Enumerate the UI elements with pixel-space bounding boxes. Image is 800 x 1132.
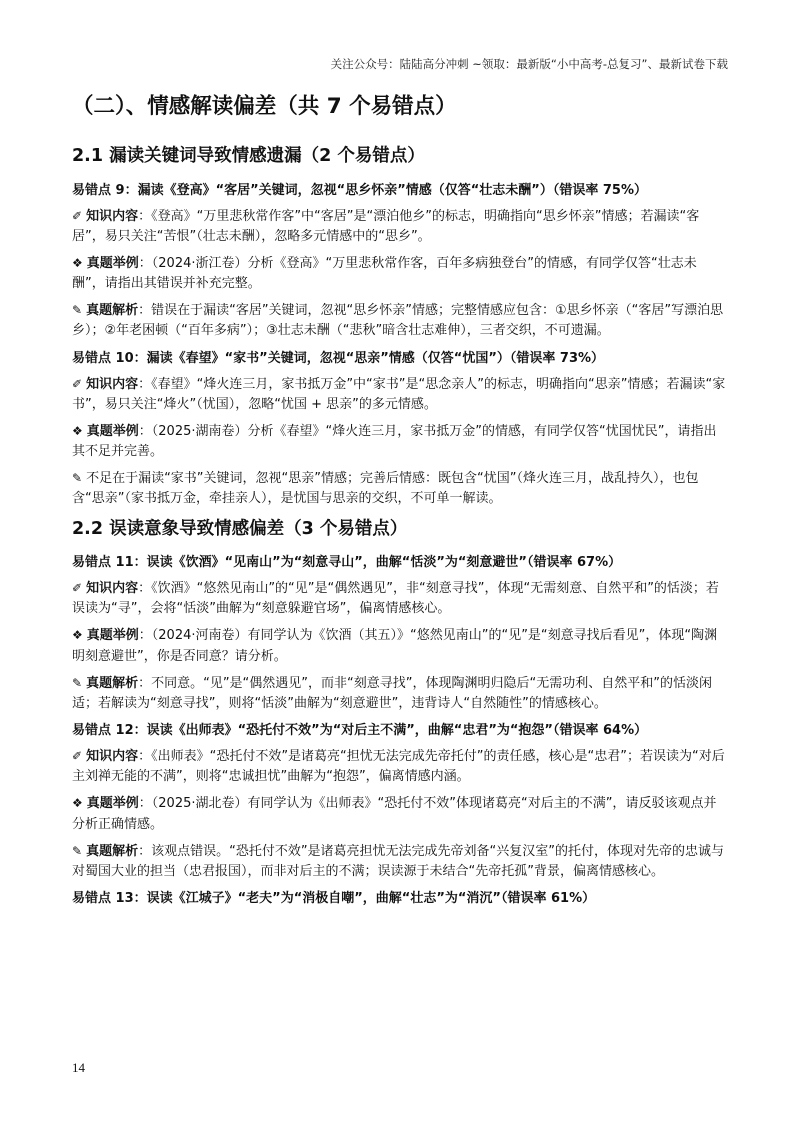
error-point-title: 易错点 10：漏读《春望》“家书”关键词，忽视“思亲”情感（仅答“忧国”）（错误率 73%） [72,350,605,366]
error-point-9 [72,181,728,342]
document-body [72,92,728,915]
error-point-11 [72,553,728,714]
analysis-paragraph: ✎ 不足在于漏读“家书”关键词，忽视“思亲”情感；完善后情感：既包含“忧国”（烽火连三月，战乱持久），也包含“思亲”（家书抵万金，牵挂亲人），是忧国与思亲的交织，不可单一解读。 [72,471,699,507]
subsection-title: 2.1 漏读关键词导致情感遗漏（2 个易错点） [72,146,425,167]
pencil-icon: ✐ [72,749,83,764]
analysis-paragraph: ✎ 真题解析：该观点错误。“恐托付不效”是诸葛亮担忧无法完成先帝刘备“兴复汉室”的托付，体现对先帝的忠诚与对蜀国大业的担当（忠君报国），而非对后主的不满；误读源于未结合“先帝托孤”背景，偏离情感核心。 [72,843,725,879]
header-note: 关注公众号：陆陆高分冲刺 ~领取：最新版“小中高考-总复习”、最新试卷下载 [330,57,728,71]
pencil-icon: ✐ [72,376,83,391]
example-paragraph: ❖ 真题举例：（2025·湖北卷）有同学认为《出师表》“恐托付不效”体现诸葛亮“对后主的不满”，请反驳该观点并分析正确情感。 [72,796,717,832]
knowledge-paragraph: ✐ 知识内容：《出师表》“恐托付不效”是诸葛亮“担忧无法完成先帝托付”的责任感，核心是“忠君”；若误读为“对后主刘禅无能的不满”，则将“忠诚担忧”曲解为“抱怨”，偏离情感内涵。 [72,749,725,785]
section-title: （二）、情感解读偏差（共 7 个易错点） [72,94,457,119]
diamond-icon: ❖ [72,256,83,271]
subsection-title: 2.2 误读意象导致情感偏差（3 个易错点） [72,518,408,539]
error-point-title: 易错点 11：误读《饮酒》“见南山”为“刻意寻山”，曲解“恬淡”为“刻意避世”（错误率 67%） [72,555,622,571]
analysis-paragraph: ✎ 真题解析：错误在于漏读“客居”关键词，忽视“思乡怀亲”情感；完整情感应包含：①思乡怀亲（“客居”写漂泊思乡）；②年老困顿（“百年多病”）；③壮志未酬（“悲秋”暗含壮志难伸），三者交织，不可遗漏。 [72,303,724,339]
diamond-icon: ❖ [72,628,83,643]
knowledge-paragraph: ✐ 知识内容：《春望》“烽火连三月，家书抵万金”中“家书”是“思念亲人”的标志，明确指向“思亲”情感；若漏读“家书”，易只关注“烽火”（忧国），忽略“忧国 + 思亲”的多元情感。 [72,376,726,412]
pen-icon: ✎ [72,471,83,486]
knowledge-paragraph: ✐ 知识内容：《登高》“万里悲秋常作客”中“客居”是“漂泊他乡”的标志，明确指向“思乡怀亲”情感；若漏读“客居”，易只关注“苦恨”（壮志未酬），忽略多元情感中的“思乡”。 [72,208,700,244]
pencil-icon: ✐ [72,581,83,596]
analysis-paragraph: ✎ 真题解析：不同意。“见”是“偶然遇见”，而非“刻意寻找”，体现陶渊明归隐后“无需功利、自然平和”的恬淡闲适；若解读为“刻意寻找”，则将“恬淡”曲解为“刻意避世”，违背诗人“自然随性”的情感核心。 [72,675,712,711]
error-point-title: 易错点 12：误读《出师表》“恐托付不效”为“对后主不满”，曲解“忠君”为“抱怨”（错误率 64%） [72,723,648,739]
knowledge-paragraph: ✐ 知识内容：《饮酒》“悠然见南山”的“见”是“偶然遇见”，非“刻意寻找”，体现“无需刻意、自然平和”的恬淡；若误读为“寻”，会将“恬淡”曲解为“刻意躲避官场”，偏离情感核心。 [72,581,719,617]
page-number: 14 [72,1060,85,1075]
error-point-10 [72,349,728,510]
pen-icon: ✎ [72,675,83,690]
pencil-icon: ✐ [72,208,83,223]
diamond-icon: ❖ [72,424,83,438]
diamond-icon: ❖ [72,796,83,811]
pen-icon: ✎ [72,843,83,858]
error-point-12 [72,721,728,882]
error-point-title: 易错点 9：漏读《登高》“客居”关键词，忽视“思乡怀亲”情感（仅答“壮志未酬”）（错误率 75%） [72,182,647,198]
example-paragraph: ❖ 真题举例：（2024·浙江卷）分析《登高》“万里悲秋常作客，百年多病独登台”的情感，有同学仅答“壮志未酬”，请指出其错误并补充完整。 [72,256,697,292]
example-paragraph: ❖ 真题举例：（2024·河南卷）有同学认为《饮酒（其五）》“悠然见南山”的“见”是“刻意寻找后看见”，体现“陶渊明刻意避世”，你是否同意？请分析。 [72,628,718,664]
error-point-title: 易错点 13：误读《江城子》“老夫”为“消极自嘲”，曲解“壮志”为“消沉”（错误率 61%） [72,891,596,907]
error-point-13 [72,889,728,909]
example-paragraph: ❖ 真题举例：（2025·湖南卷）分析《春望》“烽火连三月，家书抵万金”的情感，有同学仅答“忧国忧民”，请指出其不足并完善。 [72,424,717,460]
pen-icon: ✎ [72,303,83,318]
